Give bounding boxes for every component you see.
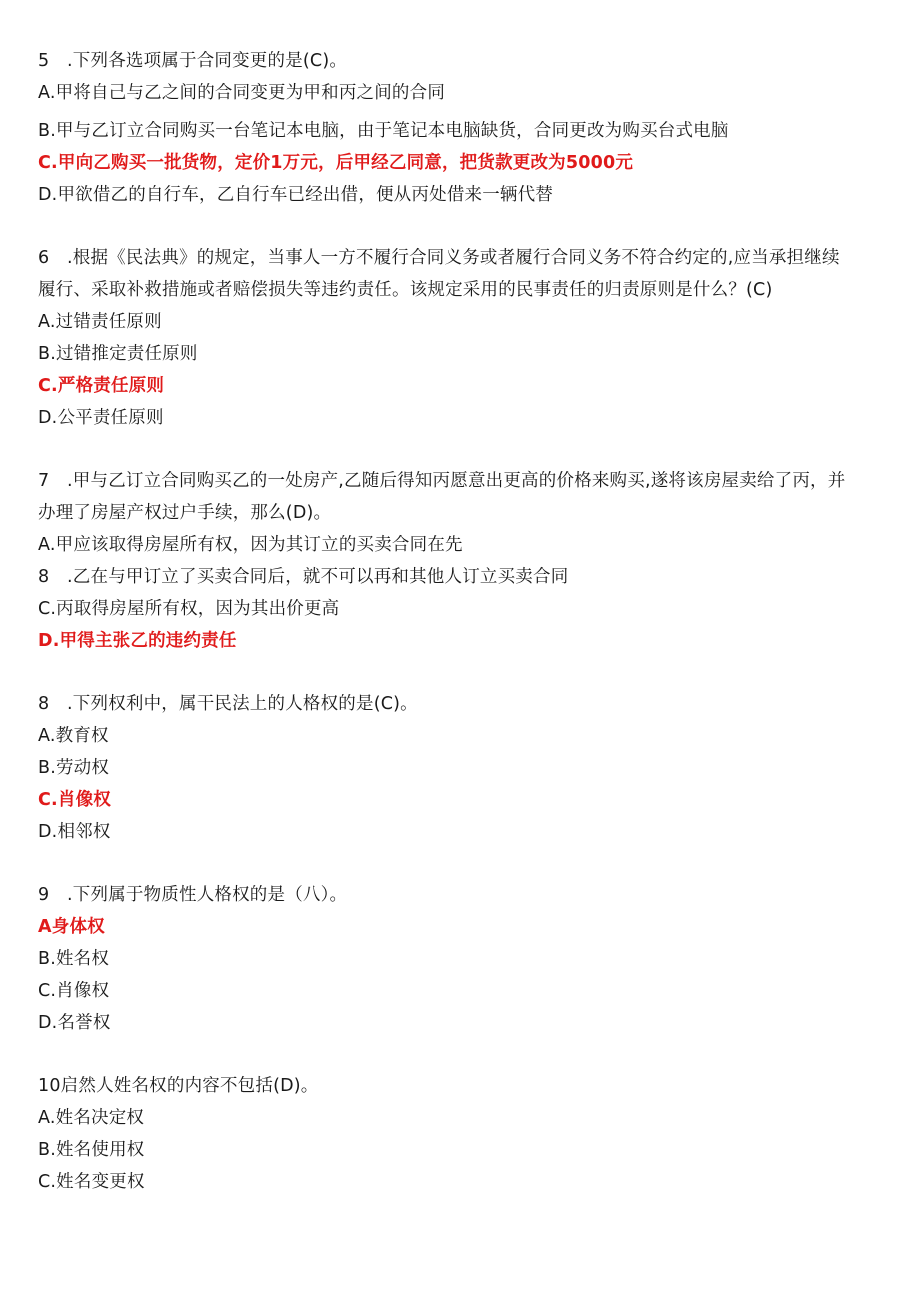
- question-10-option-c: C.姓名变更权: [38, 1172, 145, 1192]
- question-6-stem-line-2: 履行、采取补救措施或者赔偿损失等违约责任。该规定采用的民事责任的归责原则是什么？(C): [38, 280, 773, 300]
- question-5-option-a: A.甲将自己与乙之间的合同变更为甲和丙之间的合同: [38, 83, 446, 103]
- question-5-option-b: B.甲与乙订立合同购买一台笔记本电脑，由于笔记本电脑缺货，合同更改为购买台式电脑: [38, 121, 729, 141]
- question-6-option-d: D.公平责任原则: [38, 408, 164, 428]
- question-10-option-b: B.姓名使用权: [38, 1140, 145, 1160]
- question-8-option-d: D.相邻权: [38, 822, 111, 842]
- question-9-option-c: C.肖像权: [38, 981, 110, 1001]
- question-6-option-a: A.过错责任原则: [38, 312, 162, 332]
- question-6-stem-line-1: 6 .根据《民法典》的规定，当事人一方不履行合同义务或者履行合同义务不符合约定的,应当承担继续: [38, 248, 840, 268]
- question-9-option-d: D.名誉权: [38, 1013, 111, 1033]
- question-5-option-d: D.甲欲借乙的自行车，乙自行车已经出借，便从丙处借来一辆代替: [38, 185, 554, 205]
- question-8-option-b: B.劳动权: [38, 758, 110, 778]
- question-7-option-a: A.甲应该取得房屋所有权，因为其订立的买卖合同在先: [38, 535, 463, 555]
- question-7-stem-line-1: 7 .甲与乙订立合同购买乙的一处房产,乙随后得知丙愿意出更高的价格来购买,遂将该房屋卖给了丙，并: [38, 471, 846, 491]
- question-9-option-b: B.姓名权: [38, 949, 110, 969]
- question-9-stem: 9 .下列属于物质性人格权的是（八）。: [38, 885, 348, 905]
- question-10-stem: 10启然人姓名权的内容不包括(D)。: [38, 1076, 319, 1096]
- question-5-correct-option-c: C.甲向乙购买一批货物，定价1万元，后甲经乙同意，把货款更改为5000元: [38, 153, 634, 173]
- question-5-stem: 5 .下列各选项属于合同变更的是(C)。: [38, 51, 348, 71]
- question-10-option-a: A.姓名决定权: [38, 1108, 145, 1128]
- question-6-correct-option-c: C.严格责任原则: [38, 376, 165, 396]
- question-7-stem-line-2: 办理了房屋产权过户手续，那么(D)。: [38, 503, 332, 523]
- question-7-correct-option-d: D.甲得主张乙的违约责任: [38, 631, 237, 651]
- question-8-option-a: A.教育权: [38, 726, 109, 746]
- question-7-option-b: 8 .乙在与甲订立了买卖合同后，就不可以再和其他人订立买卖合同: [38, 567, 569, 587]
- question-7-option-c: C.丙取得房屋所有权，因为其出价更高: [38, 599, 340, 619]
- question-8-stem: 8 .下列权利中，属干民法上的人格权的是(C)。: [38, 694, 418, 714]
- question-9-correct-option-a: A身体权: [38, 917, 105, 937]
- question-6-option-b: B.过错推定责任原则: [38, 344, 198, 364]
- question-8-correct-option-c: C.肖像权: [38, 790, 111, 810]
